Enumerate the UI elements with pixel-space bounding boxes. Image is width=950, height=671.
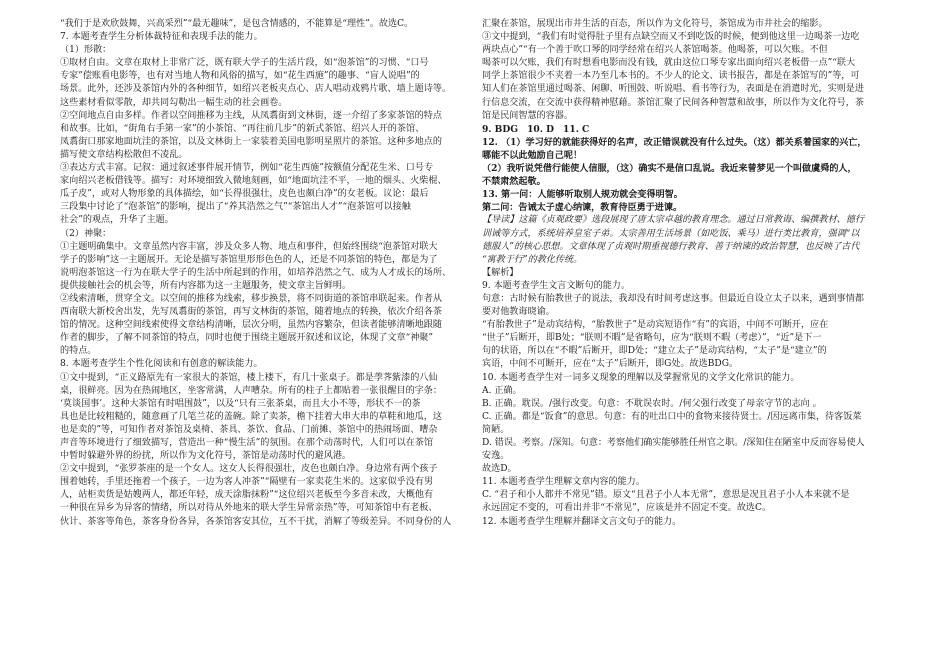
- left-column-line: 一种很在异乡为异客的情绪，所以对待从外地来的联大学生异常亲热”等，可知茶馆中有老板、: [60, 503, 438, 514]
- right-column-line: 行信息交流，在交流中获得精神慰藉。茶馆汇聚了民间各种智慧和故事，所以作为文化符号，茶: [482, 97, 864, 108]
- left-column: [60, 18, 470, 529]
- left-column-line: 具也是比较粗糙的，随意画了几笔兰花的盖碗。除了卖茶，檐下挂着大串大串的草鞋和地瓜，这: [60, 411, 442, 422]
- right-column-line: （2）我听说凭借行能使人信服，（这）确实不是信口乱说。我近来曾梦见一个叫做虞舜的人，: [482, 163, 857, 175]
- left-column-line: 专家”偿账看电影等，也有对当地人物和风俗的描写，如“花生西施”的趣事、“盲人说唱”的: [60, 71, 420, 82]
- left-column-line: 这些素材看似零散，却共同勾勒出一幅生动的社会画卷。: [60, 97, 288, 108]
- right-column-line: 永远固定不变的，可看出并非“不常见”，应该是并不固定不变。故选C。: [482, 503, 772, 514]
- right-column-line: 哪能不以此勉励自己呢！: [482, 149, 583, 161]
- right-column-line: 要对他教诲晓谕。: [482, 307, 555, 318]
- left-column-line: 的特点。: [60, 346, 97, 357]
- right-column-line: 句的状语，所以在“不暇”后断开，即D处；“建立太子”是动宾结构，“太子”是“建立”的: [482, 346, 827, 357]
- left-column-line: 围着她转，手里还拖着一个孩子，一边为客人冲茶”“隔壁有一家卖花生米的。这家似乎没有男: [60, 477, 434, 488]
- left-column-line: ①主题明确集中。文章虽然内容丰富，涉及众多人物、地点和事件，但始终围绕“泡茶馆对联大: [60, 241, 438, 252]
- left-column-line: ①取材自由。文章在取材上非常广泛，既有联大学子的生活片段，如“泡茶馆”的习惯、“口号: [60, 58, 429, 69]
- right-column-line: 安逸。: [482, 451, 510, 462]
- right-column-line: 11. 本题考查学生理解文章内容的能力。: [482, 477, 645, 488]
- left-column-line: （1）形散：: [60, 45, 112, 56]
- left-column-line: ②文中提到，“张罗茶座的是一个女人。这女人长得很强壮，皮色也颇白净。身边常有两个孩子: [60, 464, 438, 475]
- right-column: [482, 18, 892, 529]
- right-column-line: 同学上茶馆很少不夹着一本乃至几本书的。不少人的论文、读书报告，都是在茶馆写的”等，可: [482, 71, 860, 82]
- right-column-line: 12. （1）学习好的就能获得好的名声，改正错误就没有什么过失。（这）都关系着国家的兴亡，: [482, 136, 867, 148]
- left-column-line: 家向绍兴老板借钱等。描写：对环境细致入微地刻画，如“地面坑洼不平，一地的烟头、火柴棍、: [60, 176, 447, 187]
- left-column-line: 8. 本题考查学生个性化阅读和有创意的解读能力。: [60, 359, 263, 370]
- right-column-line: 德服人”的核心思想。文章体现了贞观时期重视德行教育、善于纳谏的政治智慧，也反映了古代: [482, 241, 860, 252]
- left-column-line: ②线索清晰，贯穿全文。以空间的推移为线索，移步换景，将不同街道的茶馆串联起来。作者从: [60, 293, 442, 304]
- right-column-line: 训诫等方式，系统培养皇室子弟。太宗善用生活场景（如吃饭、乘马）进行类比教育，强调“以: [482, 228, 860, 239]
- left-column-line: 伙计、茶客等角色，茶客身份各异，各茶馆客安其位，互不干扰，消解了等级差异。不同身份的人: [60, 516, 452, 527]
- left-column-line: 三段集中讨论了“泡茶馆”的影响，提出了“养其浩然之气”“茶馆出人才”“泡茶馆可以接触: [60, 202, 411, 213]
- right-column-line: 【解析】: [482, 267, 519, 278]
- left-column-line: ①文中提到，“正义路原先有一家很大的茶馆，楼上楼下，有几十张桌子。都是荸荠紫漆的八仙: [60, 372, 438, 383]
- right-column-line: 宾语，中间不可断开，应在“太子”后断开，即G处。故选BDG。: [482, 359, 739, 370]
- left-column-line: 7. 本题考查学生分析体裁特征和表现手法的能力。: [60, 32, 263, 43]
- right-column-line: 简陋。: [482, 424, 510, 435]
- right-column-line: 馆是民间智慧的容器。: [482, 110, 573, 121]
- right-column-line: 不禁肃然起敬。: [482, 176, 546, 188]
- right-column-line: 故选D。: [482, 464, 517, 475]
- left-column-line: 描写使文章结构松散但不凌乱。: [60, 149, 188, 160]
- left-column-line: 也是卖的”等，可知作者对茶馆及桌椅、茶具、茶饮、食品、门前摊、茶馆中的热闹场面、嘈杂: [60, 424, 438, 435]
- right-column-line: 12. 本题考查学生理解并翻译文言文句子的能力。: [482, 516, 682, 527]
- right-column-line: “寓教于行”的教化传统。: [482, 254, 583, 265]
- left-column-line: 馆的情况。这种空间线索使得文章结构清晰，层次分明，虽然内容繁杂，但读者能够清晰地跟随: [60, 320, 442, 331]
- left-column-line: 凤翥街口那家地面坑洼的茶馆，以及文林街上一家装着美国电影明星照片的茶馆。这种多地点的: [60, 136, 442, 147]
- right-column-line: C. “君子和小人都并不常见”错。原文“且君子小人本无常”，意思是况且君子小人本来就不是: [482, 490, 850, 501]
- left-column-line: 说明泡茶馆这一行为在联大学子的生活中所起到的作用，如培养浩然之气、成为人才成长的场所、: [60, 267, 452, 278]
- right-column-line: D. 错误。考察。/深知。句意：考察他们确实能够胜任州官之职。/深知住在陋室中反而容易使人: [482, 438, 865, 448]
- left-column-line: 和故事。比如，“街角右手第一家”的小茶馆、“再往前几步”的新式茶馆、绍兴人开的茶馆、: [60, 123, 425, 134]
- left-column-line: ‘莫谈国事’。这种大茶馆有时唱围鼓”，以及“只有三张茶桌，而且大小不等，形状不一的茶: [60, 398, 421, 409]
- right-column-line: “世子”后断开，即B处；“朕则不暇”是省略句，应为“朕则不暇（考虑）”，“近”是下一: [482, 333, 822, 344]
- right-column-line: 9. BDG 10. D 11. C: [482, 123, 590, 135]
- right-column-line: 汇聚在茶馆，展现出市井生活的百态，所以作为文化符号，茶馆成为市井社会的缩影。: [482, 19, 828, 29]
- left-column-line: 社会”的观点，升华了主题。: [60, 215, 174, 226]
- right-column-line: 知人们在茶馆里通过喝茶、闲聊、听围鼓、听说唱、看书等行为，表面是在消遣时光，实则是进: [482, 84, 864, 95]
- right-column-line: C. 正确。都是“饭食”的意思。句意：有的吐出口中的食物来接待贤士。/因远离市集，待客饭菜: [482, 411, 862, 422]
- right-column-line: 13. 第一问：人能够听取别人规劝就会变得明智。: [482, 189, 683, 201]
- left-column-line: 场景。此外，还涉及茶馆内外的各种细节，如绍兴老板夹点心、店人唱动戏鸦片歌、墙上题诗等。: [60, 84, 452, 95]
- right-column-line: “有胎教世子”是动宾结构，“胎教世子”是动宾短语作“有”的宾语，中间不可断开，应在: [482, 320, 829, 331]
- right-column-line: ③文中提到，“我们有时觉得肚子里有点缺空而又不到吃饭的时候，便到他这里一边喝茶一边吃: [482, 32, 860, 43]
- left-column-line: 作者的脚步，了解不同茶馆的特点，同时也便于围绕主题展开叙述和议论，体现了文章“神聚”: [60, 333, 434, 344]
- right-column-line: 喝茶可以欠账，我们有时想看电影而没有钱，就由这位口琴专家出面向绍兴老板借一点”“联大: [482, 58, 856, 69]
- right-column-line: 两块点心”“有一个善于吹口琴的同学经常在绍兴人茶馆喝茶。他喝茶，可以欠账。不但: [482, 45, 828, 56]
- left-column-line: （2）神聚：: [60, 228, 112, 239]
- left-column-line: ②空间地点自由多样。作者以空间推移为主线，从凤翥街到文林街，逐一介绍了多家茶馆的特点: [60, 110, 442, 121]
- left-column-line: 学子的影响”这一主题展开。无论是描写茶馆里形形色色的人，还是不同茶馆的特色，都是为了: [60, 254, 438, 265]
- right-column-line: B. 正确。耽误。/强行改变。句意：不耽误农时。/何父强行改变了母亲守节的志向 。: [482, 398, 822, 409]
- right-column-line: 9. 本题考查学生文言文断句的能力。: [482, 280, 630, 291]
- left-column-line: 提供接触社会的机会等，所有内容都为这一主题服务，使文章主旨鲜明。: [60, 280, 352, 291]
- left-column-line: 声音等环境进行了细致描写，营造出一种“慢生活”的氛围。在那个动荡时代，人们可以在茶馆: [60, 438, 434, 448]
- right-column-line: 第二问：告诫太子虚心纳谏，教育待臣勇于进谏。: [482, 202, 683, 214]
- right-column-line: 句意：古时候有胎教世子的说法，我却没有时间考虑这事。但最近自设立太子以来，遇到事情都: [482, 293, 864, 304]
- left-column-line: ③表达方式丰富。记叙：通过叙述事件展开情节，例如“花生西施”按额值分配花生米、口号专: [60, 163, 434, 174]
- left-column-line: 人，站柜卖货是姑嫂两人，都还年轻，成天涂脂抹粉”“这位绍兴老板至今多音未改，大概他有: [60, 490, 434, 501]
- left-column-line: 瓜子皮”，或对人物形象的具体描绘，如“长得很强壮，皮色也颇白净”的女老板。议论：最后: [60, 189, 429, 200]
- left-column-line: 中暂时躲避外界的纷扰，所以作为文化符号，茶馆是动荡时代的避风港。: [60, 451, 352, 462]
- right-column-line: 【导读】这篇《贞观政要》选段展现了唐太宗卓越的教育理念。通过日常教诲、编撰教材、德行: [482, 215, 864, 226]
- right-column-line: 10. 本题考查学生对一词多义现象的理解以及掌握常见的文学文化常识的能力。: [482, 372, 800, 383]
- right-column-line: A. 正确。: [482, 385, 522, 396]
- left-column-line: 桌，很鲜亮。因为在热闹地区，坐客常满，人声嘈杂。所有的柱子上都贴着一张很醒目的字条：: [60, 385, 442, 396]
- left-column-line: “我们于是欢欣鼓舞，兴高采烈”“最无趣味”，是包含情感的，不能算是“理性”。故选C。: [60, 19, 414, 29]
- left-column-line: 西南联大新校舍出发，先写凤翥街的茶馆，再写文林街的茶馆，随着地点的转换，依次介绍各茶: [60, 307, 442, 318]
